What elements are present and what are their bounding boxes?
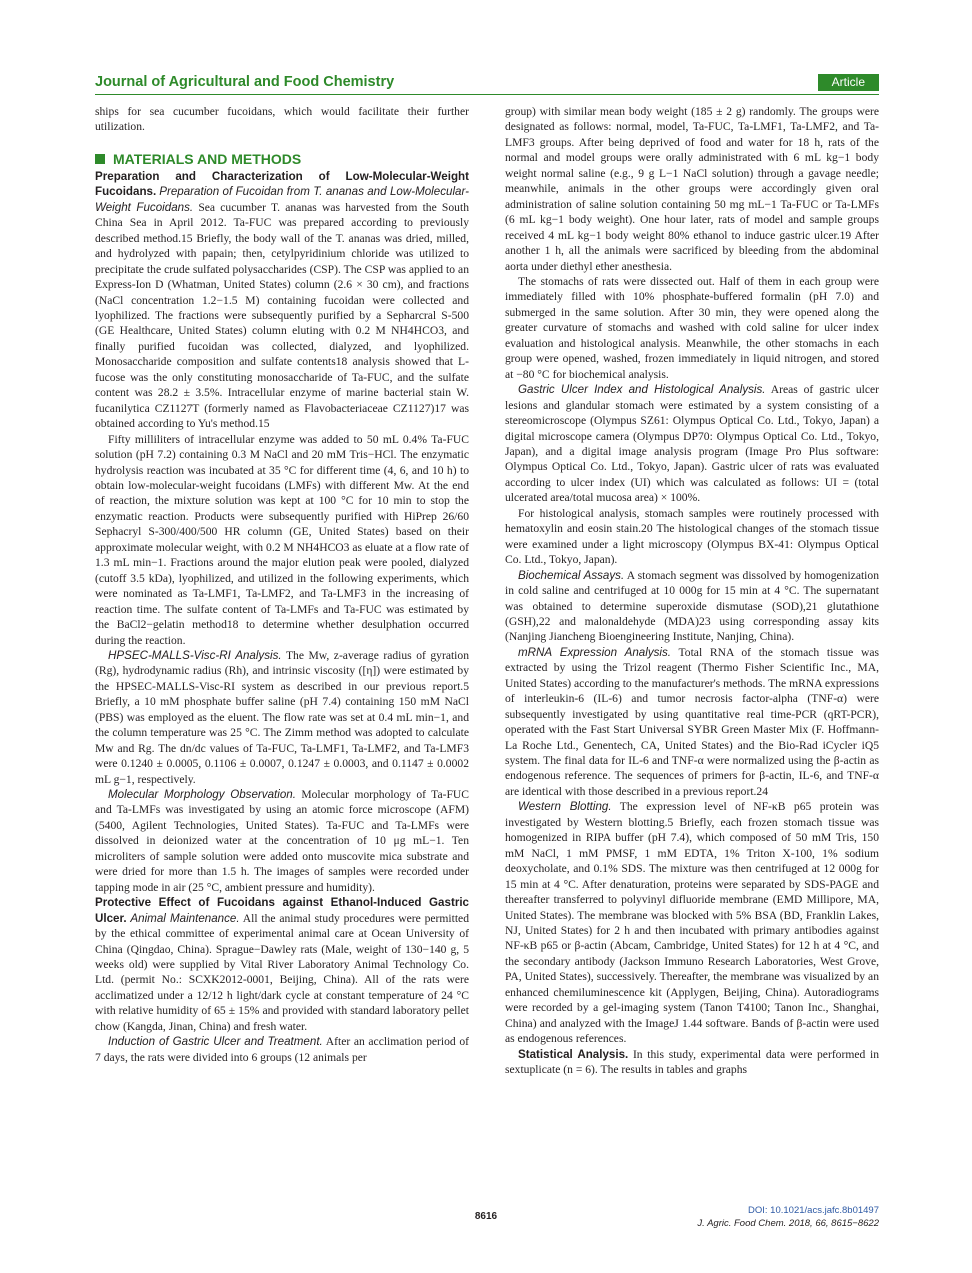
hpsec-paragraph	[95, 648, 469, 787]
stomach-paragraph: The stomachs of rats were dissected out. Half of them in each group were immediately filled with 10% phosphate-buffered formalin (pH 7.0) and submerged in the same solution. After 30 min, they were opened along the greater curvature of stomachs and washed with cold saline for ulcer index evaluation and histological analysis. Meanwhile, the other stomachs in each group were opened, washed, frozen immediately in liquid nitrogen, and stored at −80 °C for biochemical analysis.	[505, 274, 879, 381]
prep-body: Sea cucumber T. ananas was harvested from the South China Sea in April 2012. Ta-FUC was prepared according to previously described method.15 Briefly, the body wall of the T. ananas was dried, milled, and hydrolyzed with papain; then, cetylpyridinium chloride was utilized to precipitate the crude sulfated polysaccharides (CSP). The CSP was applied to an Express-Ion D (Whatman, United States) column (2.6 × 30 cm), and fractions (NaCl concentration 1.2−1.5 M) containing fucoidan were collected and lyophilized. The fractions were subsequently purified by a Sepharcral S-500 (GE Healthcare, United States) column eluting with 0.2 M NH4HCO3, and finally purified fucoidan was collected, dialyzed, and lyophilized. Monosaccharide composition and sulfate contents18 analysis showed that L-fucose was the only constituting monosaccharide of Ta-FUC, and the sulfate content was 28.2 ± 3.5%. Intracellular enzyme of marine bacterial stain W. fucanilytica CZ1127T (formerly named as Flavobacteriaceae CZ1127)17 was obtained according to Yu's method.15	[95, 200, 469, 431]
mrna-heading: mRNA Expression Analysis.	[518, 645, 672, 659]
section-title: MATERIALS AND METHODS	[113, 150, 302, 167]
footer-citation-block	[697, 1204, 879, 1230]
left-column	[95, 104, 469, 1065]
prep-subheading: Preparation of Fucoidan from T. ananas and Low-Molecular-Weight Fucoidans.	[95, 185, 469, 214]
ulcer-body: Areas of gastric ulcer lesions and glandular stomach were estimated by a system consisting of a stereomicroscope (Olympus SZ61: Olympus Optical Co. Ltd., Tokyo, Japan) a digital microscope camera (Olympus DP70: Olympus Optical Co. Ltd., Tokyo, Japan), and a digital image analysis program (Image Pro Plus software: Olympus Optical Co. Ltd., Tokyo, Japan). Gastric ulcer of rats was evaluated according to ulcer index (UI) which was calculated as follows: UI = (total ulcerated area/total mucosa area) × 100%.	[505, 383, 879, 505]
histology-paragraph: For histological analysis, stomach samples were routinely processed with hematoxylin and eosin stain.20 The histological changes of the stomach tissue were examined under a light microscopy (Olympus BX-41: Olympus Optical Co. Ltd., Tokyo, Japan).	[505, 506, 879, 567]
article-type-badge: Article	[818, 74, 879, 91]
protective-body: All the animal study procedures were permitted by the ethical committee of experimental animal care at Ocean University of China (Qingdao, China). Sprague−Dawley rats (Male, weight of 130−140 g, 5 weeks old) were supplied by Vital River Laboratory Animal Technology Co. Ltd. (permit No.: SCXK2012-0001, Beijing, China). All of the rats were acclimatized under a 12/12 h light/dark cycle at constant temperature of 24 °C with relative humidity of 65 ± 15% and provided with standard laboratory pellet chow (Kangda, Jinan, China) and fresh water.	[95, 911, 469, 1033]
header-rule	[95, 94, 879, 95]
journal-title: Journal of Agricultural and Food Chemistry	[95, 74, 395, 90]
induction-paragraph	[95, 1034, 469, 1065]
section-square-icon	[95, 154, 105, 164]
intro-tail: ships for sea cucumber fucoidans, which would facilitate their further utilization.	[95, 105, 469, 134]
journal-citation: J. Agric. Food Chem. 2018, 66, 8615−8622	[697, 1218, 879, 1229]
statistics-paragraph	[505, 1047, 879, 1078]
induction-heading: Induction of Gastric Ulcer and Treatment.	[108, 1035, 323, 1049]
afm-paragraph	[95, 787, 469, 895]
mrna-body: Total RNA of the stomach tissue was extracted by using the Trizol reagent (Thermo Fisher Scientific Inc., MA, United States) according to the manufacturer's methods. The mRNA expressions of interleukin-6 (IL-6) and tumor necrosis factor-alpha (TNF-α) were subsequently investigated by using quantitative real time-PCR (qRT-PCR), operated with the Fast Start Universal SYBR Green Master Mix (F. Hoffmann-La Roche Ltd., Genentech, CA, United States) and the Bio-Rad iCycler iQ5 system. The final data for IL-6 and TNF-α were normalized using the β-actin as endogenous reference. The sequences of primers for β-actin, IL-6, and TNF-α are identical with those described in a previous report.24	[505, 645, 879, 798]
afm-body: Molecular morphology of Ta-FUC and Ta-LMFs was investigated by using an atomic force microscope (AFM) (5400, Agilent Technologies, United States). Ta-FUC and Ta-LMFs were dissolved in deionized water at the concentration of 10 μg mL−1. Ten microliters of sample solution were added onto muscovite mica substrate and were dried for more than 1.5 h. The images of samples were recorded under tapping mode in air (25 °C, ambient pressure and humidity).	[95, 788, 469, 894]
doi-link[interactable]: DOI: 10.1021/acs.jafc.8b01497	[748, 1205, 879, 1216]
statistics-body: In this study, experimental data were performed in sextuplicate (n = 6). The results in tables and graphs	[505, 1047, 879, 1077]
biochem-body: A stomach segment was dissolved by homogenization in cold saline and centrifuged at 10 000g for 15 min at 4 °C. The supernatant was obtained to determine superoxide dismutase (SOD),21 glutathione (GSH),22 and malonaldehyde (MDA)23 using corresponding assay kits (Nanjing Jiancheng Bioengineering Institute, Nanjing, China).	[505, 568, 880, 644]
ulcer-heading: Gastric Ulcer Index and Histological Analysis.	[518, 383, 766, 397]
hpsec-body: The Mw, z-average radius of gyration (Rg), hydrodynamic radius (Rh), and intrinsic viscosity ([η]) were estimated by the HPSEC-MALLS-Visc-RI system as described in our previous report.5 Briefly, a 10 mM phosphate buffer saline (pH 7.4) containing 150 mM NaCl (PBS) was employed as the eluent. The flow rate was set at 0.4 mL min−1, and the column temperature was 25 °C. The Zimm method was adopted to calculate Mw and Rg. The dn/dc values of Ta-FUC, Ta-LMF1, Ta-LMF2, and Ta-LMF3 were 0.1240 ± 0.0005, 0.1106 ± 0.0007, 0.1247 ± 0.0003, and 0.1147 ± 0.0002 mL g−1, respectively.	[95, 648, 469, 786]
page-number: 8616	[474, 1211, 498, 1222]
western-paragraph	[505, 799, 879, 1046]
afm-heading: Molecular Morphology Observation.	[108, 788, 296, 802]
western-body: The expression level of NF-κB p65 protein was investigated by Western blotting.5 Briefly, each frozen stomach tissue was homogenized in RIPA buffer (pH 7.4), which composed of 50 mM Tris, 150 mM NaCl, 1 mM PMSF, 1 mM EDTA, 1% Triton X-100, 1% sodium deoxycholate, and 0.1% SDS. The mixture was then centrifuged at 12 000g for 15 min at 4 °C. After denaturation, proteins were separated by SDS-PAGE and thereafter transferred to polyvinyl difluoride membrane (EMD Millipore, MA, United States). The membrane was blocked with 5% BSA (BD, Franklin Lakes, NJ, United States) for 2 h and then incubated with primary antibodies against NF-κB p65 or β-actin (Abcam, Cambridge, United States) for 12 h at 4 °C, and the secondary antibody (Jackson Immuno Research Laboratories, West Grove, PA, United States), successively. Thereafter, the membrane was visualized by an enhanced chemiluminescence kit (Applygen, Beijing, China). Autoradiograms were recorded by a gel-imaging system (Tanon T4100; Tanon Inc., Shanghai, China) and analyzed with the ImageJ 1.44 software. Bands of β-actin were used as endogenous references.	[505, 800, 879, 1046]
biochem-heading: Biochemical Assays.	[518, 568, 625, 582]
animal-subheading: Animal Maintenance.	[130, 911, 240, 925]
section-heading	[95, 151, 469, 167]
induction-body: After an acclimation period of 7 days, the rats were divided into 6 groups (12 animals per	[95, 1035, 469, 1064]
hpsec-heading: HPSEC-MALLS-Visc-RI Analysis.	[108, 648, 282, 662]
ulcer-paragraph	[505, 382, 879, 506]
mrna-paragraph	[505, 645, 879, 800]
enzyme-paragraph: Fifty milliliters of intracellular enzyme was added to 50 mL 0.4% Ta-FUC solution (pH 7.2) containing 0.3 M NaCl and 20 mM Tris−HCl. The enzymatic hydrolysis reaction was incubated at 35 °C for different time (4, 6, and 10 h) to obtain low-molecular-weight fucoidans (LMFs) with different Mw. At the end of reaction, the mixture solution was kept at 100 °C for 10 min to stop the enzymatic reaction. Products were subsequently purified with HiPrep 26/60 Sephacryl S-300/400/500 HR column (GE, United States) based on their approximate molecular weight, with 0.2 M NH4HCO3 as eluate at a flow rate of 1.3 mL min−1. Fractions around the major elution peak were pooled, dialyzed (cutoff 3.5 kDa), lyophilized, and utilized in the following experiments, which were nominated as Ta-LMF1, Ta-LMF2, and Ta-LMF3 in the increasing of reaction time. The sulfate content of Ta-LMFs and Ta-FUC was estimated by the BaCl2−gelatin method18 to determine whether desulphation occurred during the reaction.	[95, 432, 469, 647]
western-heading: Western Blotting.	[518, 800, 612, 814]
protective-paragraph	[95, 895, 469, 1034]
running-header	[95, 74, 879, 92]
protective-heading: Protective Effect of Fucoidans against Ethanol-Induced Gastric Ulcer.	[95, 896, 469, 925]
prep-paragraph	[95, 169, 469, 432]
groups-paragraph: group) with similar mean body weight (185 ± 2 g) randomly. The groups were designated as follows: normal, model, Ta-FUC, Ta-LMF1, Ta-LMF2, and Ta-LMF3 groups. After being deprived of food and water for 18 h, rats of the normal and model groups were orally administrated with 6 mL kg−1 body weight normal saline (e.g., 9 g L−1 NaCl solution) through a gavage needle; meanwhile, animals in the other groups were accordingly given oral administration of saline solution containing 50 mg mL−1 Ta-FUC or Ta-LMFs (6 mL kg−1 body weight). One hour later, rats of model and sample groups received 4 mL kg−1 body weight 80% ethanol to induce gastric ulcer.19 After another 1 h, all the animals were sacrificed by bleeding from the abdominal aorta under diethyl ether anesthesia.	[505, 105, 879, 273]
prep-heading: Preparation and Characterization of Low-Molecular-Weight Fucoidans.	[95, 169, 469, 199]
statistics-heading: Statistical Analysis.	[518, 1047, 629, 1061]
biochem-paragraph	[505, 568, 879, 645]
right-column	[505, 104, 879, 1078]
